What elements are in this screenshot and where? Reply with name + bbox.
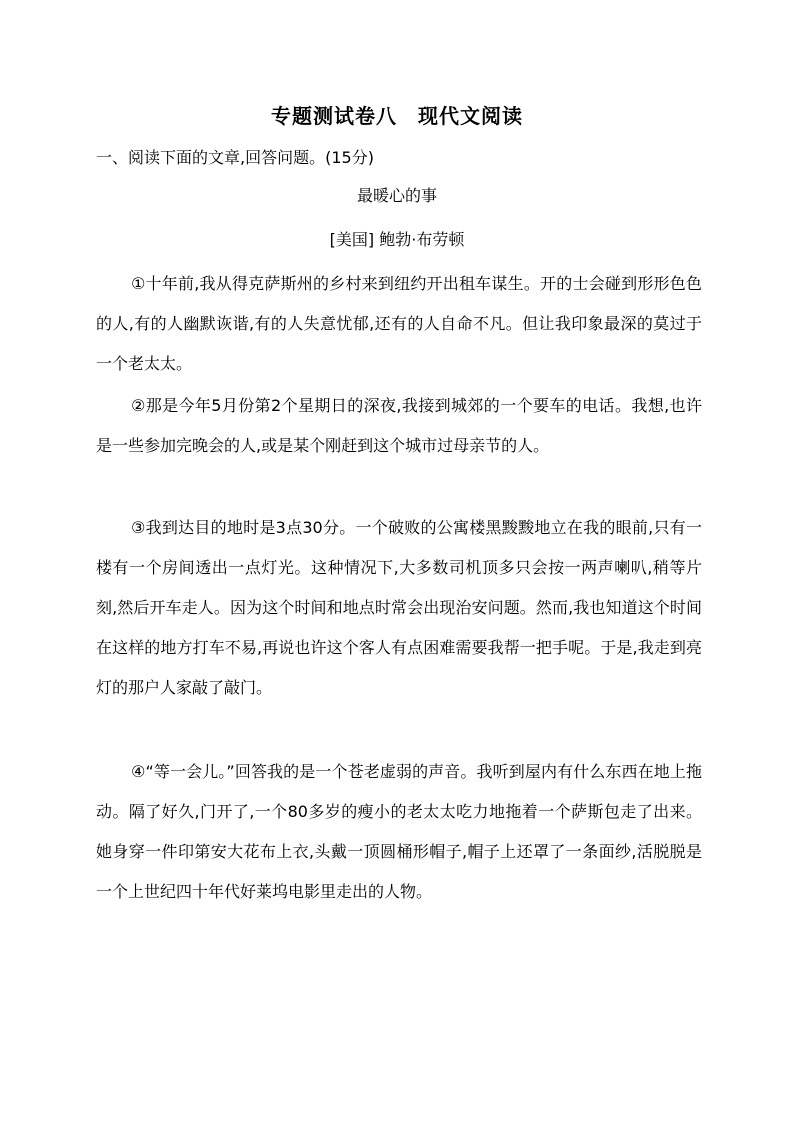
- article-title: 最暖心的事: [356, 186, 437, 205]
- page-title: 专题测试卷八 现代文阅读: [271, 104, 523, 128]
- paragraph-4: ④“等一会儿。”回答我的是一个苍老虚弱的声音。我听到屋内有什么东西在地上拖动。隔了好久,门开了,一个80多岁的瘦小的老太太吃力地拖着一个萨斯包走了出来。她身穿一件印第安大花布上衣,头戴一顶圆桶形帽子,帽子上还罩了一条面纱,活脱脱是一个上世纪四十年代好莱坞电影里走出的人物。: [96, 762, 702, 901]
- paragraph-2: ②那是今年5月份第2个星期日的深夜,我接到城郊的一个要车的电话。我想,也许是一些参加完晚会的人,或是某个刚赶到这个城市过母亲节的人。: [96, 396, 702, 455]
- article-author: [美国] 鲍勃·布劳顿: [329, 230, 465, 249]
- paragraph-1: ①十年前,我从得克萨斯州的乡村来到纽约开出租车谋生。开的士会碰到形形色色的人,有的人幽默诙谐,有的人失意忧郁,还有的人自命不凡。但让我印象最深的莫过于一个老太太。: [96, 274, 702, 373]
- paragraph-3: ③我到达目的地时是3点30分。一个破败的公寓楼黑黢黢地立在我的眼前,只有一楼有一个房间透出一点灯光。这种情况下,大多数司机顶多只会按一两声喇叭,稍等片刻,然后开车走人。因为这个时间和地点时常会出现治安问题。然而,我也知道这个时间在这样的地方打车不易,再说也许这个客人有点困难需要我帮一把手呢。于是,我走到亮灯的那户人家敲了敲门。: [96, 518, 702, 697]
- section-heading: 一、阅读下面的文章,回答问题。(15分): [96, 148, 374, 167]
